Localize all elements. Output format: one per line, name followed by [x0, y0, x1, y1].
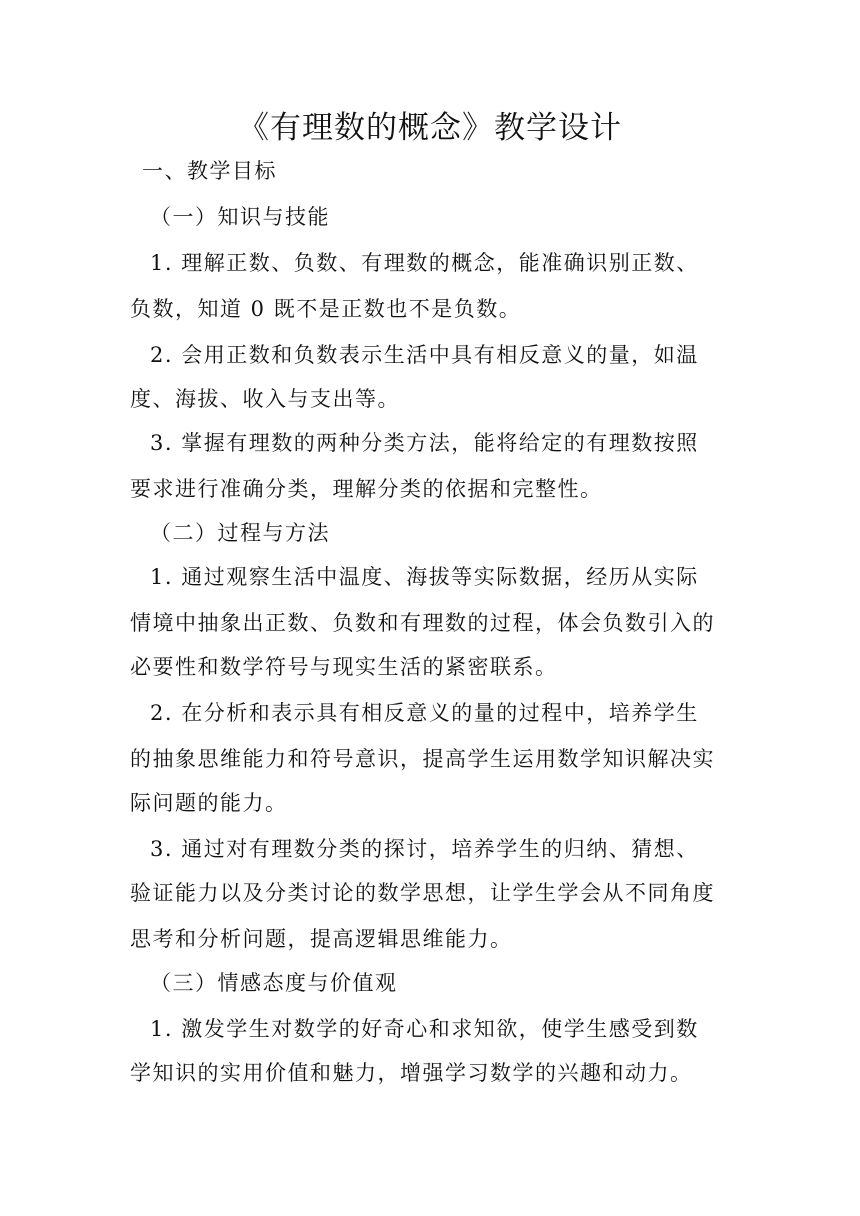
paragraph-line: 的抽象思维能力和符号意识，提高学生运用数学知识解决实	[130, 747, 715, 771]
paragraph-line: 3. 掌握有理数的两种分类方法，能将给定的有理数按照	[150, 431, 699, 455]
section-heading-teaching-objectives: 一、教学目标	[142, 159, 277, 183]
paragraph-line: 1. 理解正数、负数、有理数的概念，能准确识别正数、	[150, 251, 699, 275]
paragraph-line: 学知识的实用价值和魅力，增强学习数学的兴趣和动力。	[130, 1061, 693, 1085]
paragraph-line: 要求进行准确分类，理解分类的依据和完整性。	[130, 477, 603, 501]
subheading-process-methods: （二）过程与方法	[150, 521, 330, 545]
paragraph-line: 情境中抽象出正数、负数和有理数的过程，体会负数引入的	[130, 611, 715, 635]
paragraph-line: 负数，知道 0 既不是正数也不是负数。	[130, 297, 522, 321]
paragraph-line: 必要性和数学符号与现实生活的紧密联系。	[130, 655, 558, 679]
paragraph-line: 2. 在分析和表示具有相反意义的量的过程中，培养学生	[150, 701, 699, 725]
paragraph-line: 度、海拔、收入与支出等。	[130, 387, 400, 411]
document-title: 《有理数的概念》教学设计	[238, 110, 622, 146]
paragraph-line: 3. 通过对有理数分类的探讨，培养学生的归纳、猜想、	[150, 837, 699, 861]
paragraph-line: 际问题的能力。	[130, 791, 288, 815]
paragraph-line: 2. 会用正数和负数表示生活中具有相反意义的量，如温	[150, 343, 699, 367]
subheading-emotions-values: （三）情感态度与价值观	[150, 971, 398, 995]
paragraph-line: 1. 激发学生对数学的好奇心和求知欲，使学生感受到数	[150, 1017, 699, 1041]
paragraph-line: 1. 通过观察生活中温度、海拔等实际数据，经历从实际	[150, 565, 699, 589]
paragraph-line: 验证能力以及分类讨论的数学思想，让学生学会从不同角度	[130, 881, 715, 905]
subheading-knowledge-skills: （一）知识与技能	[150, 205, 330, 229]
paragraph-line: 思考和分析问题，提高逻辑思维能力。	[130, 927, 513, 951]
